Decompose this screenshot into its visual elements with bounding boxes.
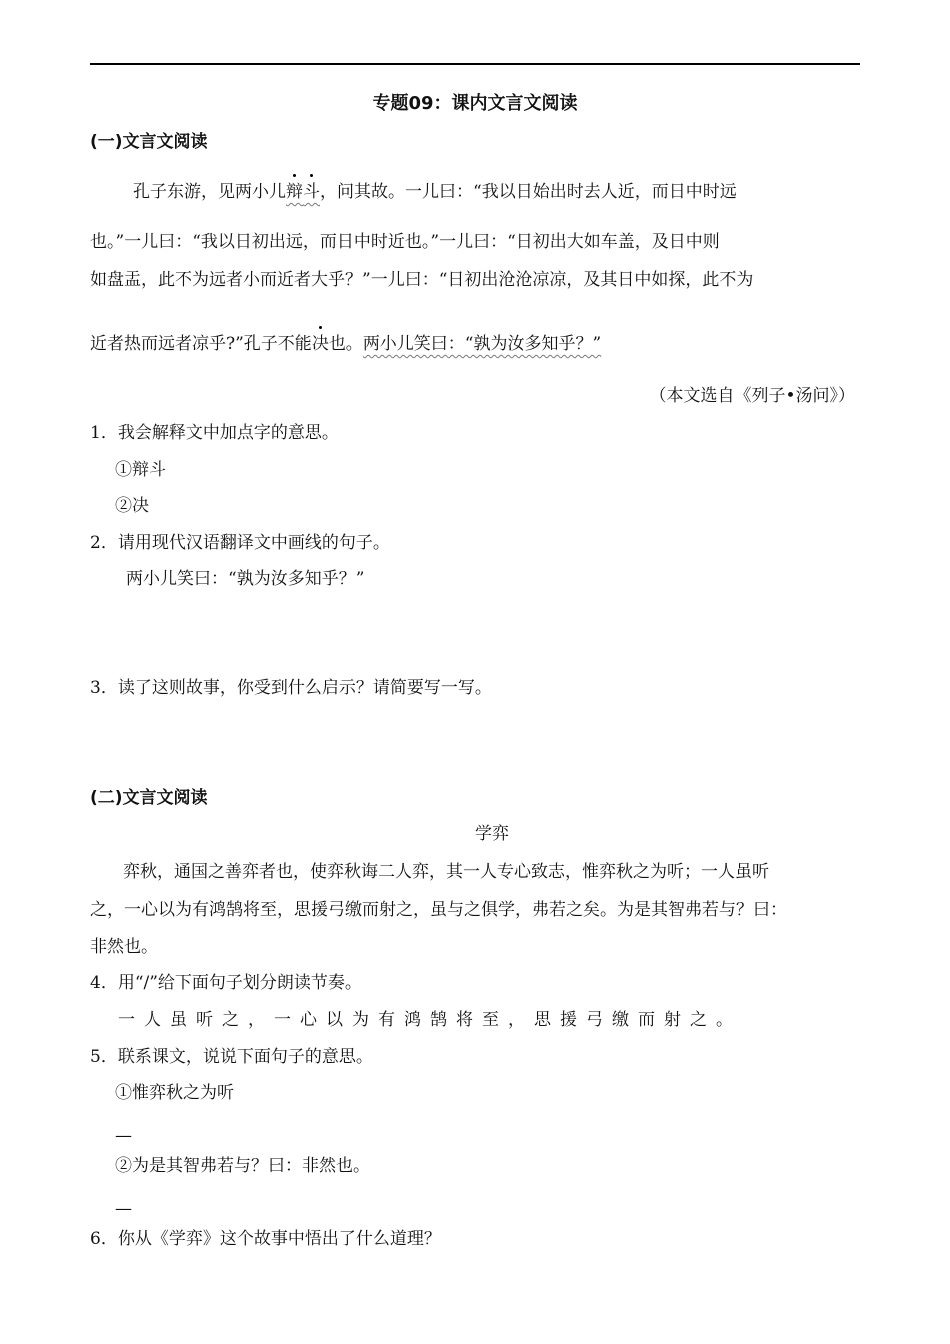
dotted-char-dou: 斗 [303, 182, 320, 202]
page-title: 专题09：课内文言文阅读 [372, 93, 578, 114]
passage1-line1-text-b: ，问其故。一儿曰：“我以日始出时去人近，而日中时远 [320, 182, 737, 202]
dotted-char-bian: 辩 [286, 182, 303, 202]
passage2-title: 学弈 [475, 824, 509, 844]
passage2-line3: 非然也。 [90, 937, 158, 957]
passage1-line3: 如盘盂，此不为远者小而近者大乎？”一儿曰：“日初出沧沧凉凉，及其日中如探，此不为 [90, 270, 754, 290]
question-1-item-2: ②决 [115, 496, 149, 516]
passage1-source: （本文选自《列子•汤问》） [649, 386, 855, 406]
passage1-line4-text-a: 近者热而远者凉乎?”孔子不能 [90, 334, 312, 354]
header-rule [90, 63, 860, 65]
question-5-item-1: ①惟弈秋之为听 [115, 1083, 234, 1103]
section2-heading: (二)文言文阅读 [90, 788, 208, 808]
question-5-answer-line-1: — [115, 1126, 132, 1146]
section1-heading: (一)文言文阅读 [90, 132, 208, 152]
passage1-line4 [90, 332, 601, 356]
passage1-line1-text-a: 孔子东游，见两小儿 [133, 182, 286, 202]
question-6: 6．你从《学弈》这个故事中悟出了什么道理？ [90, 1229, 441, 1249]
passage1-line1 [133, 180, 737, 204]
question-5: 5．联系课文，说说下面句子的意思。 [90, 1047, 373, 1067]
question-5-item-2: ②为是其智弗若与？曰：非然也。 [115, 1156, 370, 1176]
question-1: 1．我会解释文中加点字的意思。 [90, 423, 339, 443]
question-2: 2．请用现代汉语翻译文中画线的句子。 [90, 533, 390, 553]
underlined-sentence: 两小儿笑曰：“孰为汝多知乎？” [362, 334, 602, 354]
question-2-sentence: 两小儿笑曰：“孰为汝多知乎？” [126, 569, 365, 589]
dotted-char-jue: 决 [311, 334, 329, 354]
question-4: 4．用“/”给下面句子划分朗读节奏。 [90, 973, 362, 993]
passage1-line4-text-b: 也。 [328, 334, 363, 354]
question-1-item-1: ①辩斗 [115, 460, 166, 480]
passage2-line1: 弈秋，通国之善弈者也，使弈秋诲二人弈，其一人专心致志，惟弈秋之为听；一人虽听 [123, 862, 769, 882]
passage2-line2: 之，一心以为有鸿鹄将至，思援弓缴而射之，虽与之俱学，弗若之矣。为是其智弗若与？曰： [90, 900, 787, 920]
question-3: 3．读了这则故事，你受到什么启示？请简要写一写。 [90, 678, 492, 698]
passage1-line2: 也。”一儿曰：“我以日初出远，而日中时近也。”一儿曰：“日初出大如车盖，及日中则 [90, 232, 720, 252]
question-5-answer-line-2: — [115, 1199, 132, 1219]
question-4-sentence: 一人虽听之，一心以为有鸿鹄将至，思援弓缴而射之。 [118, 1010, 742, 1030]
